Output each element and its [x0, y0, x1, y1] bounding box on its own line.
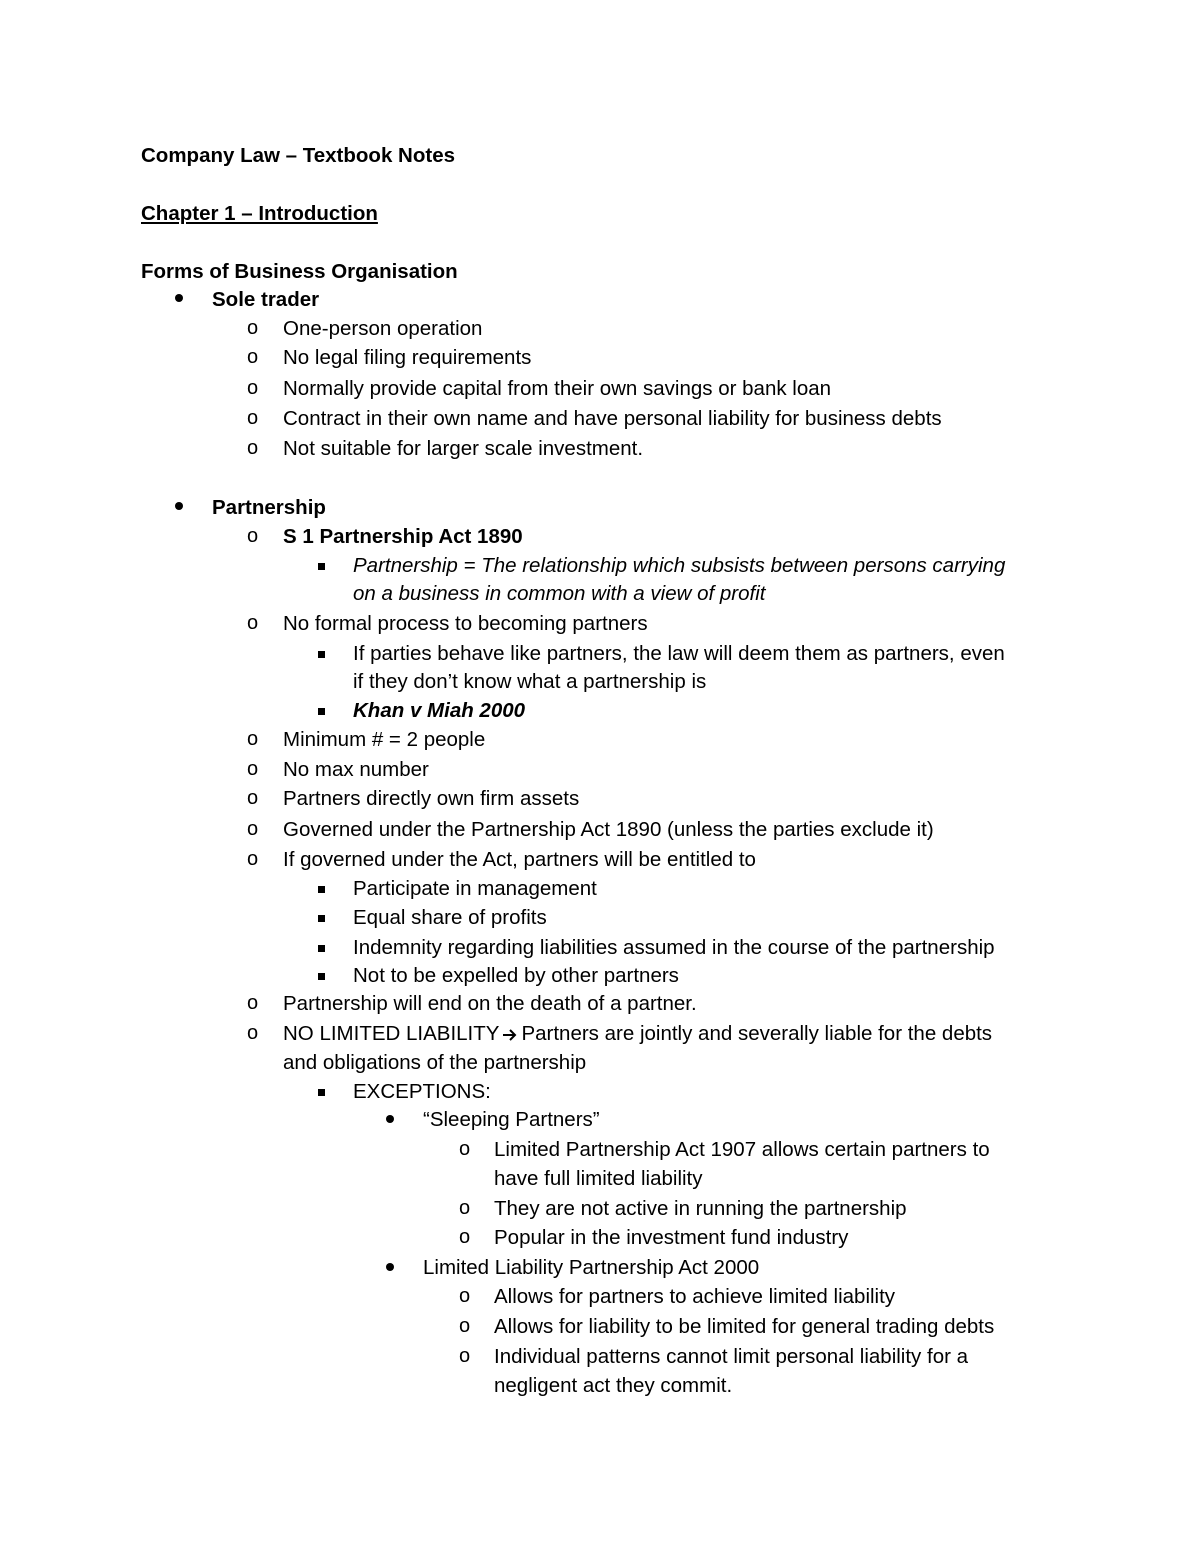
list-item: S 1 Partnership Act 1890 — [283, 525, 523, 548]
list-item: “Sleeping Partners” — [423, 1108, 600, 1131]
list-item: and obligations of the partnership — [283, 1051, 587, 1074]
list-item: Partnership will end on the death of a partner. — [283, 992, 697, 1015]
bullet-circle-icon: o — [247, 992, 259, 1014]
list-item: Equal share of profits — [353, 906, 547, 929]
list-item: They are not active in running the partnership — [494, 1197, 907, 1220]
list-item: Indemnity regarding liabilities assumed in the course of the partnership — [353, 936, 995, 959]
list-item: Limited Liability Partnership Act 2000 — [423, 1256, 760, 1279]
bullet-square-icon — [318, 697, 325, 721]
list-item: Allows for partners to achieve limited liability — [494, 1285, 896, 1308]
bullet-square-icon — [318, 1078, 325, 1102]
list-item: No max number — [283, 758, 429, 781]
list-item: If governed under the Act, partners will be entitled to — [283, 848, 756, 871]
bullet-dot-icon — [386, 1105, 394, 1129]
bullet-circle-icon: o — [247, 525, 259, 547]
list-item: Governed under the Partnership Act 1890 (unless the parties exclude it) — [283, 818, 934, 841]
list-item: No legal filing requirements — [283, 346, 532, 369]
list-item: Popular in the investment fund industry — [494, 1226, 849, 1249]
list-item: Allows for liability to be limited for general trading debts — [494, 1315, 995, 1338]
bullet-circle-icon: o — [459, 1345, 471, 1367]
sole-trader-heading: Sole trader — [212, 288, 320, 311]
bullet-square-icon — [318, 552, 325, 576]
bullet-square-icon — [318, 904, 325, 928]
bullet-circle-icon: o — [247, 818, 259, 840]
no-limited-liability-text: Partners are jointly and severally liable for the debts — [521, 1022, 993, 1045]
list-item: if they don’t know what a partnership is — [353, 670, 707, 693]
bullet-square-icon — [318, 962, 325, 986]
list-item: One-person operation — [283, 317, 483, 340]
definition-line: on a business in common with a view of profit — [353, 582, 766, 605]
exceptions-label: EXCEPTIONS: — [353, 1080, 491, 1103]
bullet-square-icon — [318, 934, 325, 958]
section-heading: Forms of Business Organisation — [141, 260, 458, 283]
bullet-dot-icon — [175, 492, 183, 516]
list-item: Partners directly own firm assets — [283, 787, 580, 810]
list-item: Contract in their own name and have personal liability for business debts — [283, 407, 942, 430]
bullet-circle-icon: o — [459, 1315, 471, 1337]
list-item: Not suitable for larger scale investment. — [283, 437, 644, 460]
list-item: Not to be expelled by other partners — [353, 964, 679, 987]
list-item: If parties behave like partners, the law will deem them as partners, even — [353, 642, 1005, 665]
list-item — [283, 1022, 992, 1046]
bullet-square-icon — [318, 640, 325, 664]
document-title: Company Law – Textbook Notes — [141, 144, 456, 167]
bullet-circle-icon: o — [247, 758, 259, 780]
bullet-circle-icon: o — [247, 346, 259, 368]
list-item: negligent act they commit. — [494, 1374, 733, 1397]
bullet-circle-icon: o — [247, 848, 259, 870]
list-item: have full limited liability — [494, 1167, 703, 1190]
case-name: Khan v Miah 2000 — [353, 699, 526, 722]
list-item: Individual patterns cannot limit personal liability for a — [494, 1345, 969, 1368]
bullet-circle-icon: o — [247, 1022, 259, 1044]
bullet-square-icon — [318, 875, 325, 899]
arrow-right-icon — [503, 1029, 517, 1041]
list-item: Limited Partnership Act 1907 allows certain partners to — [494, 1138, 990, 1161]
list-item: Minimum # = 2 people — [283, 728, 486, 751]
bullet-circle-icon: o — [247, 377, 259, 399]
bullet-circle-icon: o — [459, 1197, 471, 1219]
bullet-circle-icon: o — [247, 728, 259, 750]
partnership-heading: Partnership — [212, 496, 326, 519]
bullet-dot-icon — [175, 284, 183, 308]
bullet-dot-icon — [386, 1253, 394, 1277]
bullet-circle-icon: o — [459, 1226, 471, 1248]
definition-line: Partnership = The relationship which subsists between persons carrying — [353, 554, 1006, 577]
no-limited-liability-label: NO LIMITED LIABILITY — [283, 1022, 500, 1045]
bullet-circle-icon: o — [247, 787, 259, 809]
bullet-circle-icon: o — [247, 437, 259, 459]
list-item: Participate in management — [353, 877, 597, 900]
bullet-circle-icon: o — [247, 612, 259, 634]
bullet-circle-icon: o — [459, 1285, 471, 1307]
bullet-circle-icon: o — [247, 407, 259, 429]
list-item: No formal process to becoming partners — [283, 612, 648, 635]
bullet-circle-icon: o — [459, 1138, 471, 1160]
bullet-circle-icon: o — [247, 317, 259, 339]
list-item: Normally provide capital from their own savings or bank loan — [283, 377, 832, 400]
chapter-heading: Chapter 1 – Introduction — [141, 202, 378, 225]
